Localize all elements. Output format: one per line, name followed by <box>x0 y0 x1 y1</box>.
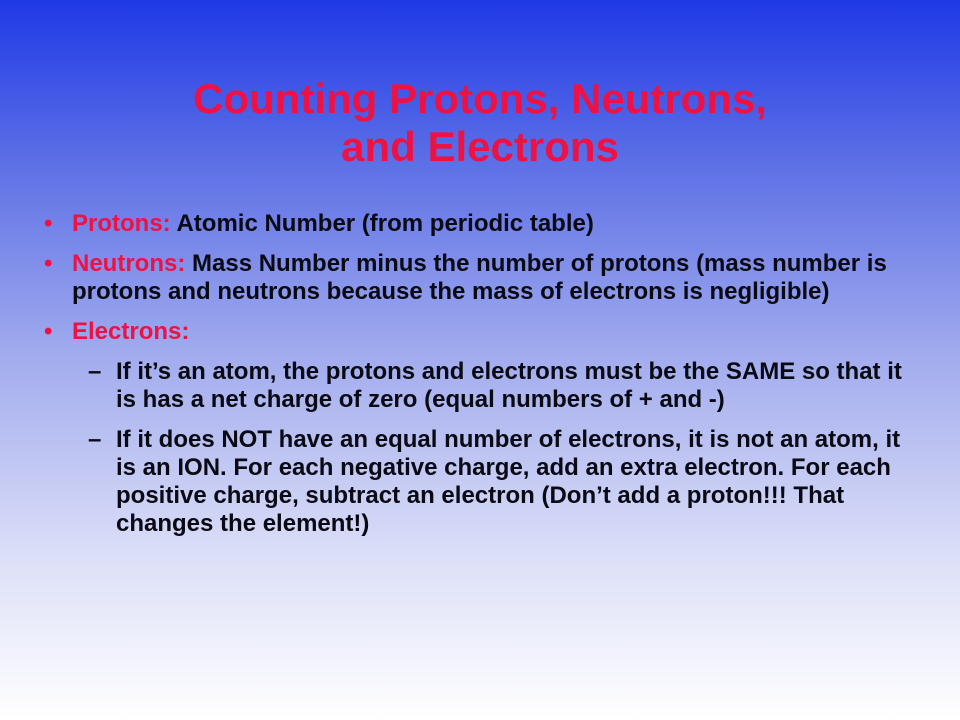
bullet-key-neutrons: Neutrons: <box>72 250 186 277</box>
bullet-text-protons: Atomic Number (from periodic table) <box>176 210 594 237</box>
sub-item-text-ion: If it does NOT have an equal number of electrons, it is not an atom, it is an ION. For each negative charge, add an extra electron. For each positive charge, subtract an electron (Don’t add a proton!!! That changes the element!) <box>116 426 901 537</box>
bullet-marker: • <box>44 318 53 345</box>
sub-item-ion <box>72 426 924 538</box>
bullet-marker: • <box>44 210 53 237</box>
bullet-key-electrons: Electrons: <box>72 318 190 345</box>
sub-item-text-atom: If it’s an atom, the protons and electrons must be the SAME so that it is has a net charge of zero (equal numbers of + and -) <box>116 358 902 413</box>
bullet-protons <box>44 210 924 238</box>
bullet-text-neutrons: Mass Number minus the number of protons (mass number is protons and neutrons because the mass of electrons is negligible) <box>72 250 887 305</box>
slide-title <box>0 75 960 171</box>
sub-item-marker: – <box>88 426 102 453</box>
slide-title-line-1: Counting Protons, Neutrons, <box>193 75 767 122</box>
electrons-sub-list <box>72 358 924 538</box>
sub-item-atom <box>72 358 924 414</box>
bullet-marker: • <box>44 250 53 277</box>
bullet-list <box>44 210 924 550</box>
bullet-electrons <box>44 318 924 538</box>
bullet-key-protons: Protons: <box>72 210 171 237</box>
bullet-neutrons <box>44 250 924 306</box>
sub-item-marker: – <box>88 358 102 385</box>
slide-title-line-2: and Electrons <box>341 123 619 170</box>
